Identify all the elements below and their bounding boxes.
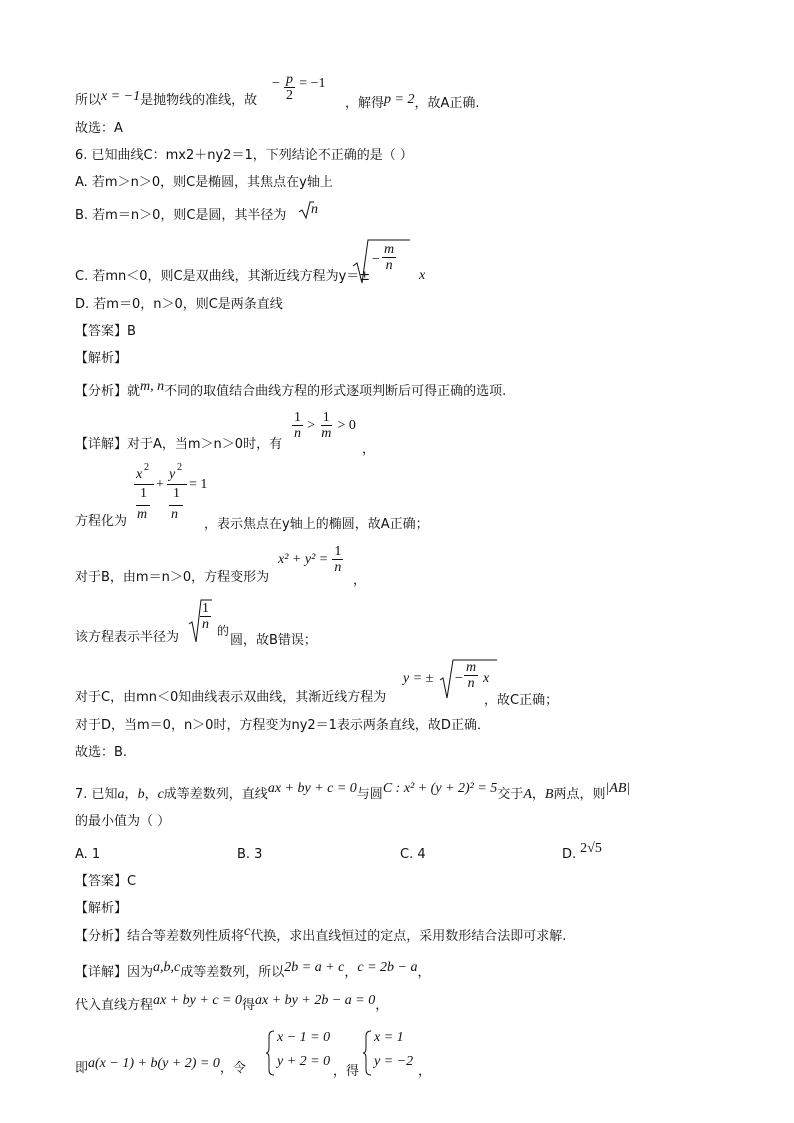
ineq-1n-1m: $\frac{1}{n}$ > $\frac{1}{m}$ > 0 [294, 410, 356, 441]
minus: − [272, 76, 280, 91]
q7-detail-2: 代入直线方程ax + by + c = 0得ax + by + 2b − a = 0， [75, 993, 389, 1013]
system-solution: x = 1 y = −2 [362, 1030, 432, 1078]
q7-answer: 【答案】C [75, 874, 137, 889]
left-brace [265, 1030, 275, 1076]
q7-option-a: A. 1 [75, 847, 101, 862]
math-p: p = 2 [384, 92, 415, 107]
q7-detail-1: 【详解】因为a,b,c成等差数列，所以2b = a + c，c = 2b − a， [75, 960, 431, 980]
ellipse-equation: x 2 1 m + y 2 1 n = 1 [136, 462, 208, 522]
q6-detail-b-radius: 该方程表示半径为 [75, 630, 180, 645]
answer-select-a: 故选：A [75, 121, 123, 136]
q7-detail-3: 即a(x − 1) + b(y + 2) = 0，令 [75, 1056, 246, 1076]
q6-select: 故选：B. [75, 745, 128, 760]
q6-detail-d: 对于D，当m＝0，n＞0时，方程变为ny2＝1表示两条直线，故D正确． [75, 718, 490, 733]
q6-stem: 6. 已知曲线C：mx2＋ny2＝1，下列结论不正确的是（ ） [75, 148, 413, 163]
q7-analysis-heading: 【解析】 [75, 901, 128, 916]
conclusion-line [75, 89, 258, 110]
text: 所以 [75, 93, 102, 108]
document-page: 所以x = −1是抛物线的准线，故 − $\frac{p}{2}$ = −1 ，解得p = 2，故A正确. 故选：A 6. 已知曲线C：mx2＋ny2＝1，下列结论不正确的是（ ） A. 若m＞n＞0，则C是椭圆，其焦点在y轴上 B. 若m＝n＞0，则C是圆，其半径为 n C. 若mn＜0，则C是双曲线，其渐近线方程为y＝± − $\frac{m}{n}$ x D. 若m＝0，n＞0，则C是两条直线 【答案】B 【解析】 【分析】就m, n不同的取值结合曲线方程的形式逐项判断后可得正确的选项. 【详解】对于A，当m＞n＞0时，有 $\frac{1}{n}$ > $\frac{1}{m}$ > 0 ， 方程化为 x 2 1 m + y 2 1 n = 1 ，表示焦点在y轴上的椭圆，故A正确； 对于B，由m＝n＞0，方程变形为 x² + y² = $\frac{1}{n}$ ， 该方程表示半径为 $\frac{1}{n}$ 的 圆，故B错误； 对于C，由mn＜0知曲线表示双曲线，其渐近线方程为 y = ± − $\frac{m}{n}$ x ，故C正确； 对于D，当m＝0，n＞0时，方程变为ny2＝1表示两条直线，故D正确． 故选：B. 7. 已知a，b，c成等差数列，直线ax + by + c = 0与圆C : x² + (y + 2)² = 5交于A，B两点，则|AB| 的最小值为（ ） A. 1 B. 3 C. 4 D. 2√5 【答案】C 【解析】 【分析】结合等差数列性质将c代换，求出直线恒过的定点，采用数形结合法即可求解. 【详解】因为a,b,c成等差数列，所以2b = a + c，c = 2b − a， 代入直线方程ax + by + c = 0得ax + by + 2b − a = 0， 即a(x − 1) + b(y + 2) = 0，令 x − 1 = 0 y + 2 = 0 ，得 x = 1 y = −2 ， [75, 72, 631, 1079]
q6-fenxi: 【分析】就m, n不同的取值结合曲线方程的形式逐项判断后可得正确的选项. [75, 379, 507, 399]
q7-option-c: C. 4 [400, 847, 426, 862]
q7-stem-2: 的最小值为（ ） [75, 814, 171, 829]
text: 是抛物线的准线，故 [140, 93, 258, 108]
circle-equation: x² + y² = $\frac{1}{n}$ [278, 544, 342, 575]
q6-option-d: D. 若m＝0，n＞0，则C是两条直线 [75, 297, 283, 312]
q7-option-b: B. 3 [237, 847, 263, 862]
sqrt-minus-m-over-n: − $\frac{m}{n}$ x [352, 238, 432, 286]
system-of-equations: x − 1 = 0 y + 2 = 0 [265, 1030, 345, 1078]
asymptote-equation: y = ± − $\frac{m}{n}$ x [403, 658, 498, 704]
q6-analysis-heading: 【解析】 [75, 351, 128, 366]
sqrt-1-over-n: $\frac{1}{n}$ 的 [188, 598, 248, 644]
eq-rest: = −1 [299, 76, 326, 91]
q7-fenxi: 【分析】结合等差数列性质将c代换，求出直线恒过的定点，采用数形结合法即可求解. [75, 924, 567, 944]
q7-stem: 7. 已知a，b，c成等差数列，直线ax + by + c = 0与圆C : x² + (y + 2)² = 5交于A，B两点，则|AB| [75, 781, 631, 802]
q7-option-d: D. 2√5 [562, 841, 602, 862]
fraction-expr [272, 72, 325, 103]
q6-answer: 【答案】B [75, 324, 136, 339]
conclusion-line-end: ，解得p = 2，故A正确. [345, 92, 480, 111]
q6-option-c: C. 若mn＜0，则C是双曲线，其渐近线方程为y＝± [75, 269, 371, 284]
q6-option-b: B. 若m＝n＞0，则C是圆，其半径为 [75, 208, 287, 223]
q6-detail-a: 【详解】对于A，当m＞n＞0时，有 [75, 437, 283, 452]
q6-option-a: A. 若m＞n＞0，则C是椭圆，其焦点在y轴上 [75, 175, 333, 190]
q6-detail-c: 对于C，由mn＜0知曲线表示双曲线，其渐近线方程为 [75, 690, 387, 705]
math-x-eq: x = −1 [101, 89, 141, 104]
frac-p-2: $\frac{p}{2}$ [286, 72, 294, 103]
q6-standard-form: 方程化为 [75, 514, 128, 529]
q6-detail-b: 对于B，由m＝n＞0，方程变形为 [75, 570, 270, 585]
left-brace [362, 1030, 372, 1076]
